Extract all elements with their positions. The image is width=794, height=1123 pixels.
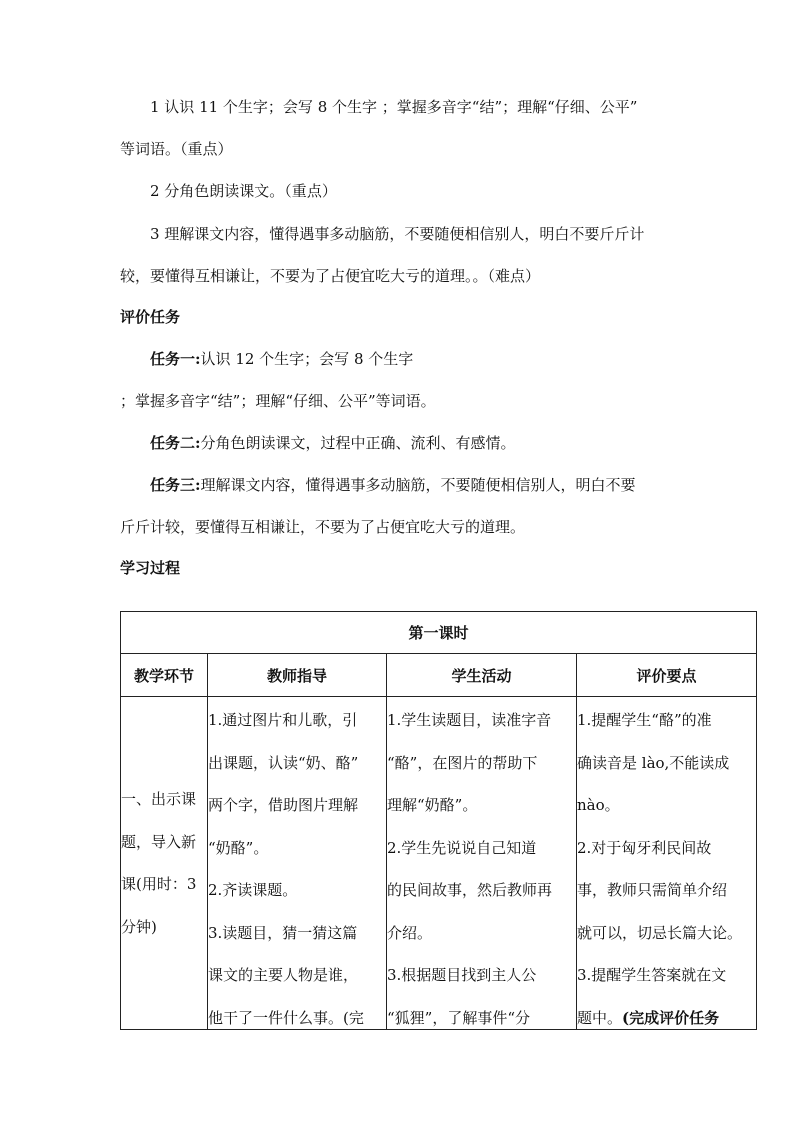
- student-line: 的民间故事，然后教师再: [387, 881, 553, 899]
- teacher-line: 出课题，认读“奶、酪”: [208, 753, 359, 772]
- table-row: [121, 697, 757, 1030]
- student-line: 3.根据题目找到主人公: [387, 966, 537, 984]
- teacher-line: 1.通过图片和儿歌，引: [208, 711, 358, 729]
- points-line-text: 题中。: [577, 1008, 623, 1027]
- task-1-continued: ；掌握多音字“结”；理解“仔细、公平”等词语。: [120, 392, 436, 410]
- table-title: 第一课时: [121, 612, 757, 654]
- stage-cell: [121, 697, 208, 1030]
- student-line: “狐狸”，了解事件“分: [387, 1008, 531, 1027]
- task-3-text: 理解课文内容，懂得遇事多动脑筋，不要随便相信别人，明白不要: [200, 476, 636, 494]
- evaluation-points-cell: [577, 697, 757, 1030]
- task-1-text: 认识 12 个生字；会写 8 个生字: [200, 350, 414, 368]
- teacher-line: “奶酪”。: [208, 838, 269, 857]
- student-line: “酪”，在图片的帮助下: [387, 753, 538, 772]
- objective-3-line-a: 3 理解课文内容，懂得遇事多动脑筋，不要随便相信别人，明白不要斤斤计: [150, 225, 645, 243]
- student-line: 理解“奶酪”。: [387, 796, 478, 814]
- objective-2: 2 分角色朗读课文。（重点）: [150, 182, 337, 200]
- points-line: 3.提醒学生答案就在文: [577, 966, 727, 984]
- student-line: 1.学生读题目，读准字音: [387, 711, 552, 729]
- points-line: 确读音是 lào,不能读成: [577, 753, 730, 772]
- stage-line: 题，导入新: [121, 832, 197, 851]
- points-line-bold-tail: (完成评价任务: [622, 1008, 720, 1027]
- evaluation-heading: 评价任务: [120, 308, 181, 326]
- header-stage: 教学环节: [121, 654, 208, 697]
- teacher-line: 3.读题目，猜一猜这篇: [208, 923, 358, 942]
- table-header-row: [121, 654, 757, 697]
- task-3-label: 任务三:: [150, 476, 201, 494]
- student-line: 介绍。: [387, 923, 433, 942]
- teacher-guidance-cell: [208, 697, 387, 1030]
- stage-line: 分钟): [121, 917, 157, 936]
- points-line: 2.对于匈牙利民间故: [577, 838, 712, 857]
- teacher-line: 他干了一件什么事。(完: [208, 1008, 364, 1027]
- task-1-label: 任务一:: [150, 350, 201, 368]
- objective-1-line-b: 等词语。（重点）: [120, 140, 233, 158]
- table-title-row: [121, 612, 757, 654]
- task-1: [150, 349, 413, 369]
- stage-line: 课(用时：3: [121, 875, 197, 893]
- points-line: 1.提醒学生“酪”的准: [577, 711, 712, 729]
- header-teacher-guidance: 教师指导: [208, 654, 387, 697]
- header-evaluation-points: 评价要点: [577, 654, 757, 697]
- points-line: 就可以，切忌长篇大论。: [577, 923, 743, 942]
- task-3-continued: 斤斤计较，要懂得互相谦让，不要为了占便宜吃大亏的道理。: [120, 518, 526, 536]
- teacher-line: 课文的主要人物是谁，: [208, 966, 359, 984]
- task-3: [150, 475, 636, 495]
- points-line: [577, 997, 756, 1028]
- task-2-label: 任务二:: [150, 434, 201, 452]
- lesson-table: [120, 611, 757, 1030]
- process-heading: 学习过程: [120, 559, 181, 577]
- points-line: 事，教师只需简单介绍: [577, 881, 728, 899]
- objective-1-line-a: 1 认识 11 个生字；会写 8 个生字 ；掌握多音字“结”；理解“仔细、公平”: [150, 98, 638, 116]
- teacher-line: 两个字，借助图片理解: [208, 796, 359, 814]
- objective-3-line-b: 较，要懂得互相谦让，不要为了占便宜吃大亏的道理。。（难点）: [120, 267, 541, 285]
- teacher-line: 2.齐读课题。: [208, 881, 298, 899]
- points-line: nào。: [577, 796, 620, 814]
- student-line: 2.学生先说说自己知道: [387, 838, 537, 857]
- task-2: [150, 433, 516, 453]
- stage-line: 一、出示课: [121, 790, 197, 808]
- task-2-text: 分角色朗读课文，过程中正确、流利、有感情。: [200, 434, 516, 452]
- student-activity-cell: [387, 697, 577, 1030]
- header-student-activity: 学生活动: [387, 654, 577, 697]
